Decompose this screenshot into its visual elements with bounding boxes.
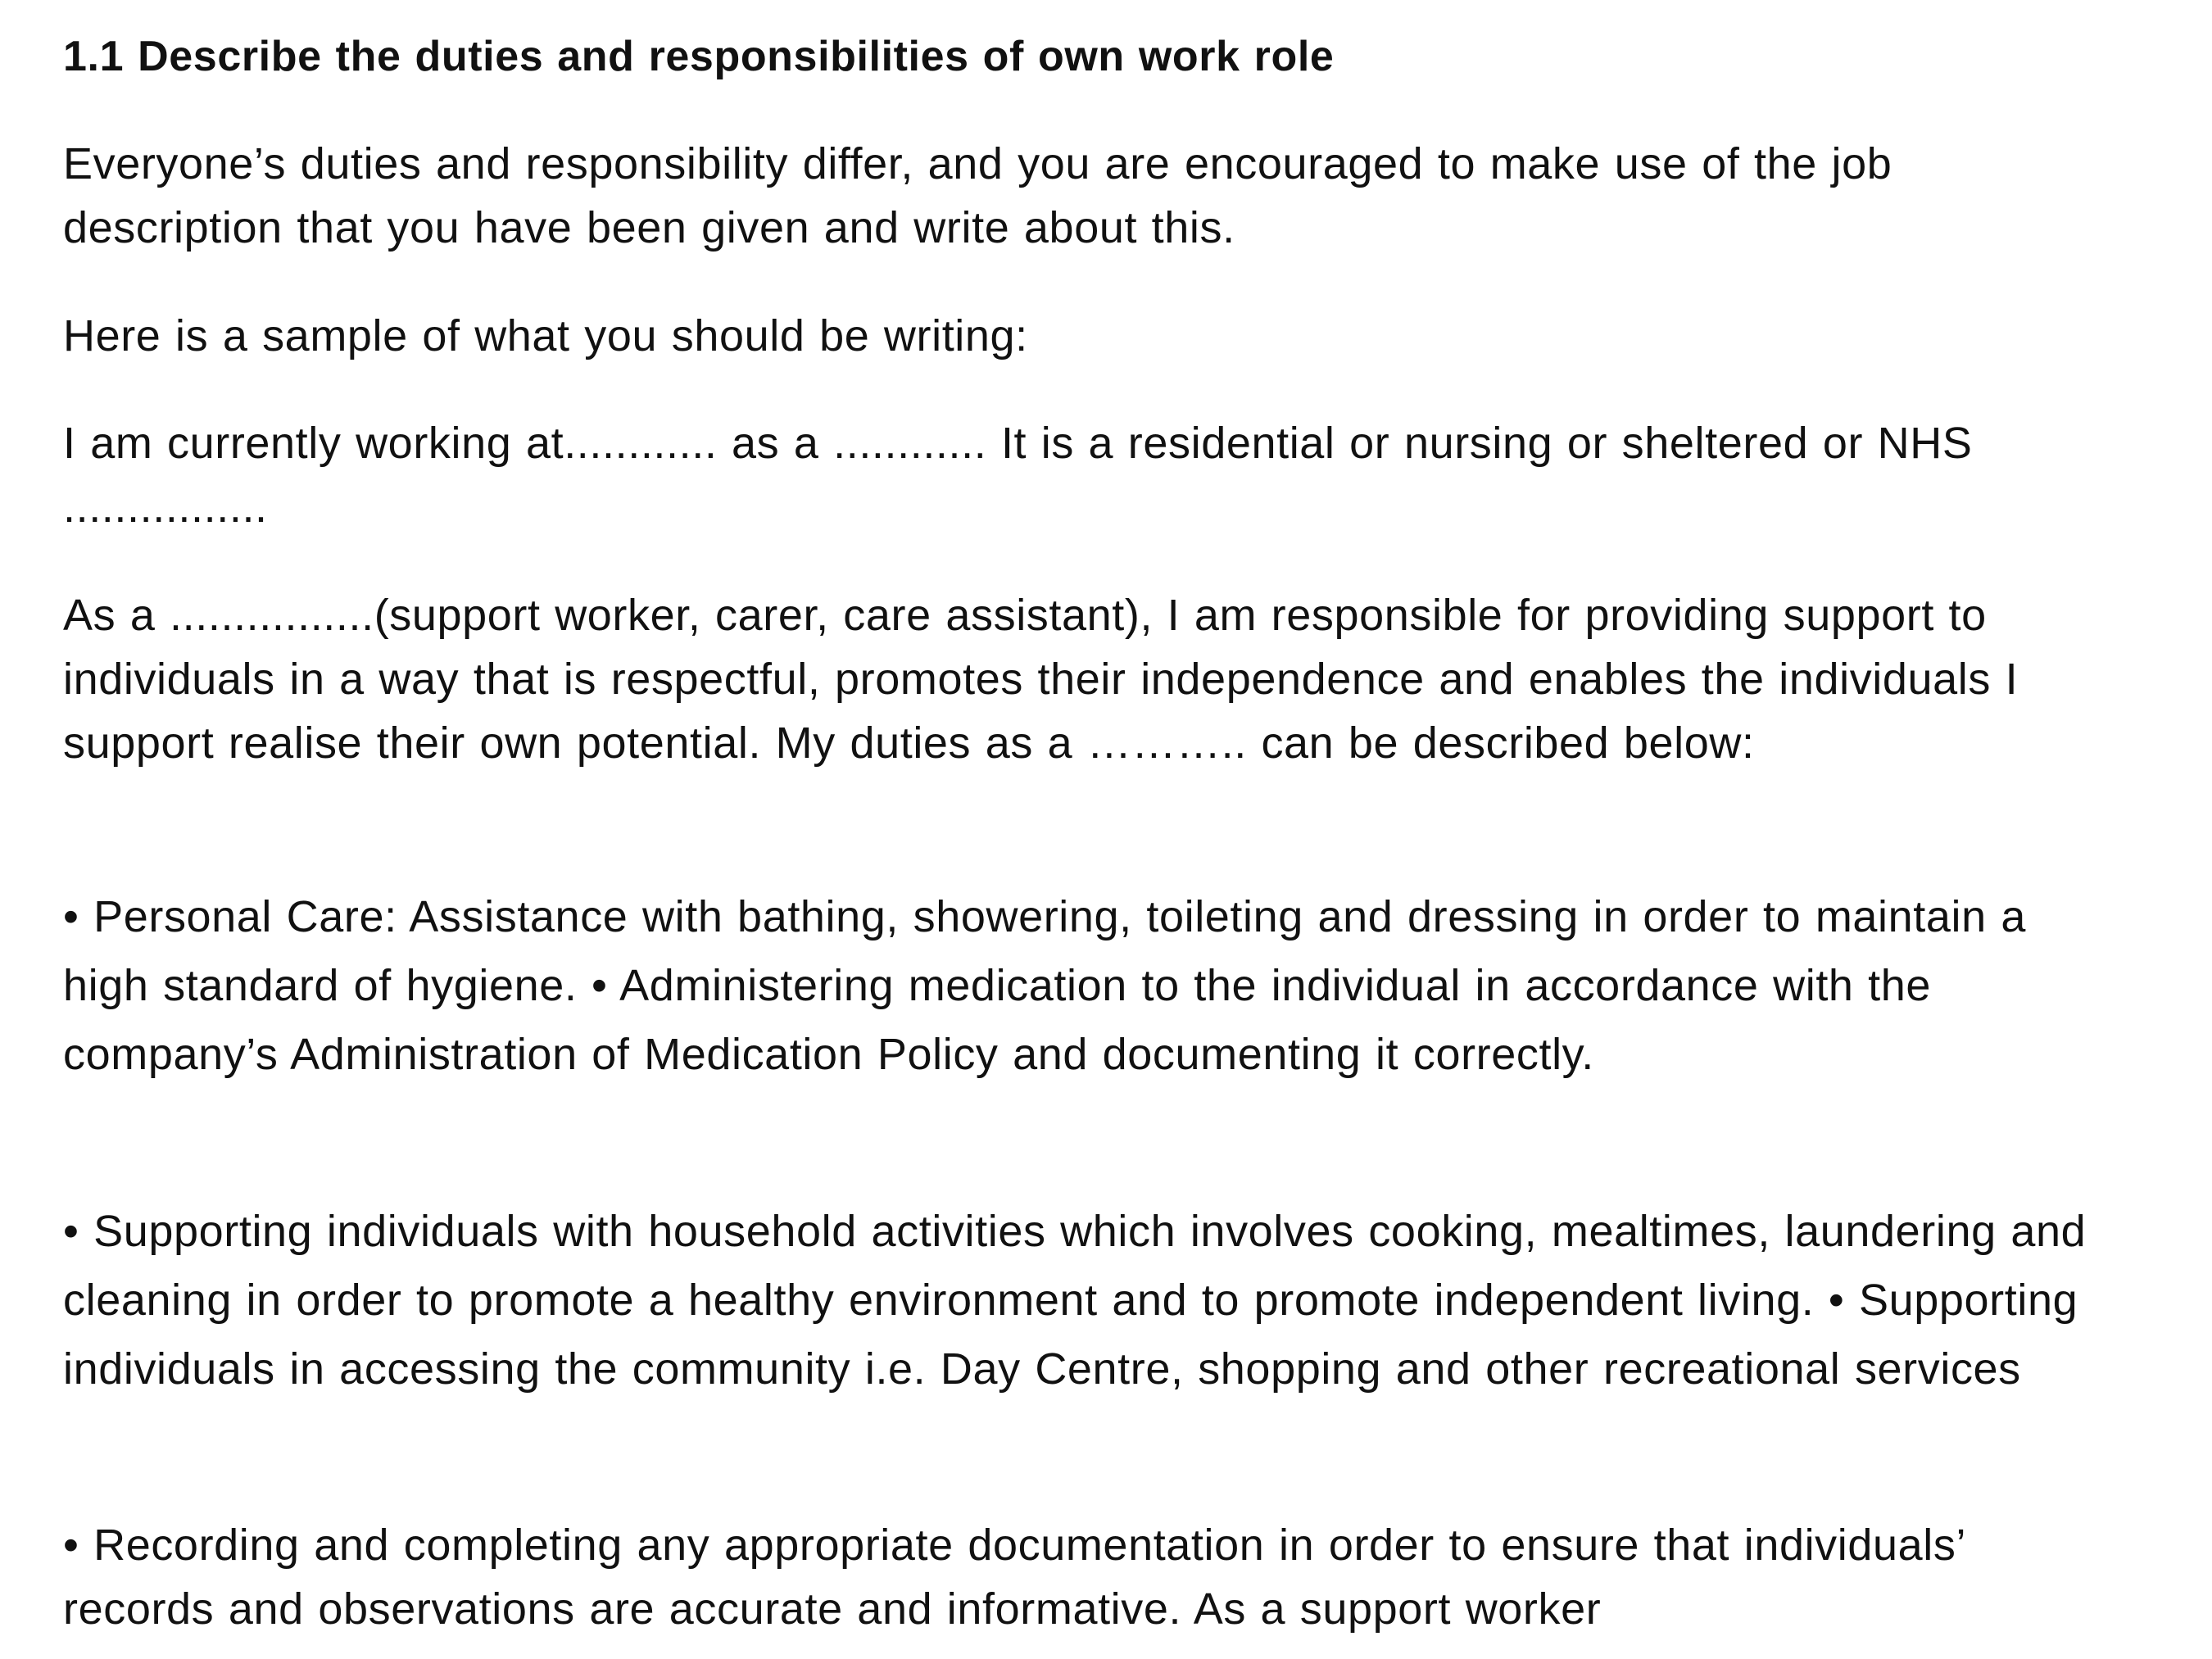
section-heading: 1.1 Describe the duties and responsibilities of own work role — [63, 33, 1335, 80]
intro-paragraph: Everyone’s duties and responsibility differ, and you are encouraged to make use of the job description that you have been given and write about this. — [63, 139, 1892, 252]
duties-bullet-household: • Supporting individuals with household activities which involves cooking, mealtimes, laundering and cleaning in order to promote a healthy environment and to promote independent living. • Supporting individuals in accessing the community i.e. Day Centre, shopping and other recreational services — [63, 1207, 2087, 1394]
role-paragraph: As a ................(support worker, carer, care assistant), I am responsible for providing support to individuals in a way that is respectful, promotes their independence and enables the individuals I support realise their own potential. My duties as a ……….. can be described below: — [63, 591, 2019, 768]
duties-bullet-recording: • Recording and completing any appropriate documentation in order to ensure that individuals’ records and observations are accurate and informative. As a support worker — [63, 1521, 1965, 1634]
sample-intro-paragraph: Here is a sample of what you should be writing: — [63, 311, 1028, 360]
duties-bullet-personal-care: • Personal Care: Assistance with bathing, showering, toileting and dressing in order to maintain a high standard of hygiene. • Administering medication to the individual in accordance with the company’s Administration of Medication Policy and documenting it correctly. — [63, 892, 2026, 1079]
workplace-paragraph: I am currently working at............ as a ............ It is a residential or nursing or sheltered or NHS ................ — [63, 419, 1973, 532]
